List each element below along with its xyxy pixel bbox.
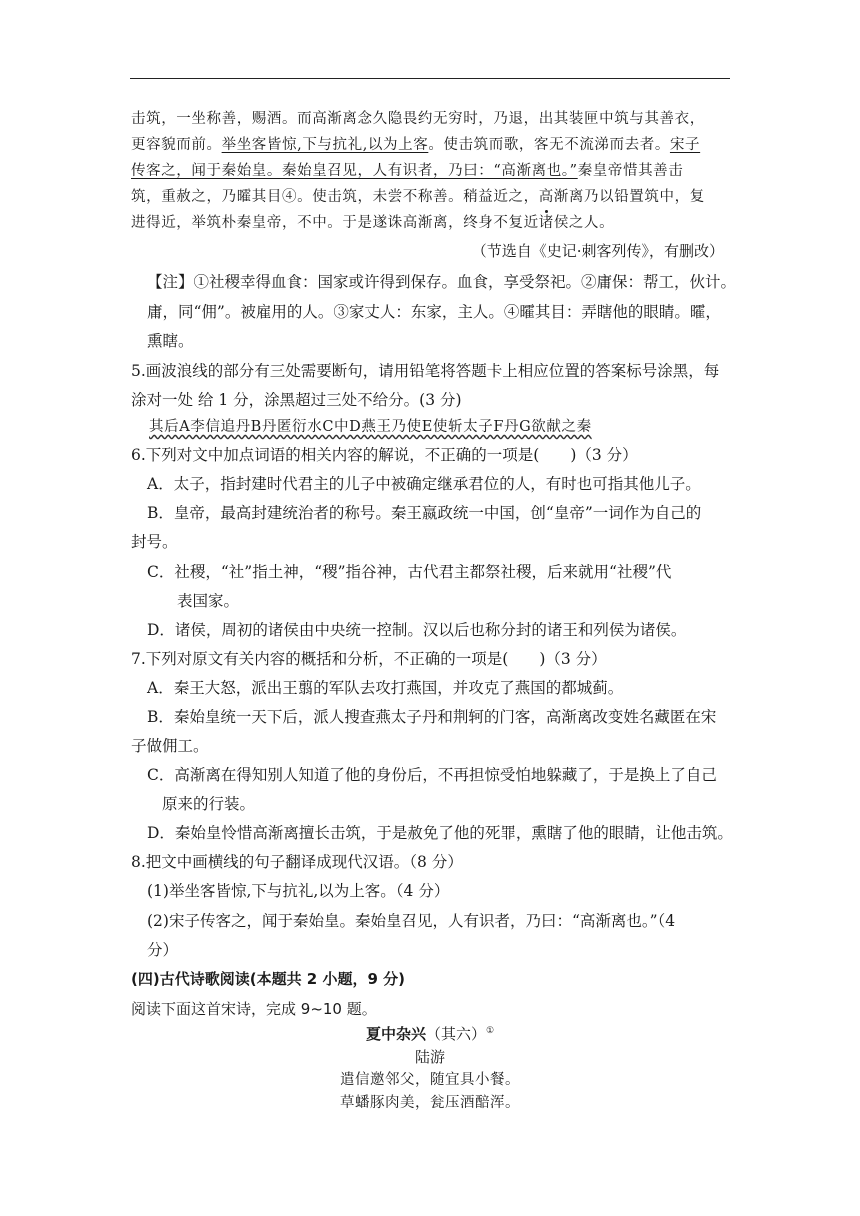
passage-line-4: 筑，重赦之，乃曤其目④。使击筑，未尝不称善。稍益近之，高渐离乃以铅置筑中，复 (131, 189, 705, 205)
q8-sentence-1: (1)举坐客皆惊,下与抗礼,以为上客。（4 分） (147, 882, 450, 900)
q6-stem: 6.下列对文中加点词语的相关内容的解说，不正确的一项是( )（3 分） (131, 446, 638, 464)
poem-title-line (0, 1021, 860, 1044)
dotted-word-zhu: 诸 (538, 215, 554, 231)
q6-option-b[interactable]: B．皇帝，最高封建统治者的称号。秦王嬴政统一中国，创“皇帝”一词作为自己的 (147, 504, 702, 522)
q8-stem: 8.把文中画横线的句子翻译成现代汉语。（8 分） (131, 853, 463, 871)
q7-option-a[interactable]: A．秦王大怒，派出王翦的军队去攻打燕国，并攻克了燕国的都城蓟。 (147, 679, 624, 697)
q6-option-c[interactable]: C．社稷，“社”指土神，“稷”指谷神，古代君主都祭社稷，后来就用“社稷”代 (147, 563, 672, 581)
q7-option-b[interactable]: B．秦始皇统一天下后，派人搜查燕太子丹和荆轲的门客，高渐离改变姓名藏匿在宋 (147, 708, 717, 726)
poem-title: 夏中杂兴 (365, 1025, 426, 1043)
q7-option-c[interactable]: C．高渐离在得知别人知道了他的身份后，不再担惊受怕地躲藏了，于是换上了自己 (147, 766, 717, 784)
q5-stem-2: 涂对一处 给 1 分，涂黑超过三处不给分。(3 分) (131, 391, 462, 409)
q6-option-d[interactable]: D．诸侯，周初的诸侯由中央统一控制。汉以后也称分封的诸王和列侯为诸侯。 (147, 621, 687, 639)
passage-source: （节选自《史记·刺客列传》，有删改） (471, 242, 724, 260)
passage-line-2: 更容貌而前。举坐客皆惊,下与抗礼,以为上客。使击筑而歌，客无不流涕而去者。宋子 (131, 137, 701, 153)
passage-line-3: 传客之，闻于秦始皇。秦始皇召见，人有识者，乃曰：“高渐离也。”秦皇帝惜其善击 (131, 163, 684, 179)
q6-option-a[interactable]: A．太子，指封建时代君主的儿子中被确定继承君位的人，有时也可指其他儿子。 (147, 475, 701, 493)
note-line-1: 【注】①社稷幸得血食：国家或许得到保存。血食，享受祭祀。②庸保：帮工，伙计。 (147, 273, 737, 291)
note-line-3: 熏瞎。 (147, 332, 194, 350)
passage-line-1: 击筑，一坐称善，赐酒。而高渐离念久隐畏约无穷时，乃退，出其装匣中筑与其善衣， (131, 111, 705, 127)
section-4-heading: (四)古代诗歌阅读(本题共 2 小题，9 分) (131, 970, 405, 988)
poem-note-mark: ① (485, 1026, 495, 1036)
q6-option-b-cont: 封号。 (131, 533, 178, 551)
note-line-2: 庸，同“佣”。被雇用的人。③家丈人：东家，主人。④曤其目：弄瞎他的眼睛。曤， (147, 303, 721, 321)
header-rule (130, 78, 730, 79)
q8-sentence-2-cont: 分） (147, 941, 179, 959)
poem-subtitle: （其六） (425, 1025, 486, 1043)
poem-author: 陆游 (414, 1048, 445, 1066)
poem-verse-2: 草蟠豚肉美，瓮压酒醅浑。 (340, 1095, 520, 1111)
q5-stem-1: 5.画波浪线的部分有三处需要断句，请用铅笔将答题卡上相应位置的答案标号涂黑，每 (131, 362, 720, 380)
q7-option-d[interactable]: D．秦始皇怜惜高渐离擅长击筑，于是赦免了他的死罪，熏瞎了他的眼睛，让他击筑。 (147, 824, 733, 842)
poem-verse-1: 遣信邀邻父，随宜具小餐。 (340, 1072, 520, 1088)
q7-stem: 7.下列对原文有关内容的概括和分析，不正确的一项是( )（3 分） (131, 650, 607, 668)
q5-break-options[interactable]: 其后A李信追丹B丹匿衍水C中D燕王乃使E使斩太子F丹G欲献之秦 (149, 419, 592, 435)
underlined-sentence-1: 举坐客皆惊,下与抗礼,以为上客 (221, 137, 429, 153)
q6-option-c-cont: 表国家。 (177, 592, 240, 610)
q8-sentence-2: (2)宋子传客之，闻于秦始皇。秦始皇召见，人有识者，乃曰：“高渐离也。”（4 (147, 912, 676, 930)
q7-option-c-cont: 原来的行装。 (162, 795, 256, 813)
underlined-sentence-2-end: 传客之，闻于秦始皇。秦始皇召见，人有识者，乃曰：“高渐离也。” (131, 163, 578, 179)
passage-line-5: 进得近，举筑朴秦皇帝，不中。于是遂诛高渐离，终身不复近诸侯之人。 (131, 215, 615, 231)
section-4-intro: 阅读下面这首宋诗，完成 9~10 题。 (131, 1000, 377, 1018)
q7-option-b-cont: 子做佣工。 (131, 737, 209, 755)
underlined-sentence-2-start: 宋子 (669, 137, 701, 153)
